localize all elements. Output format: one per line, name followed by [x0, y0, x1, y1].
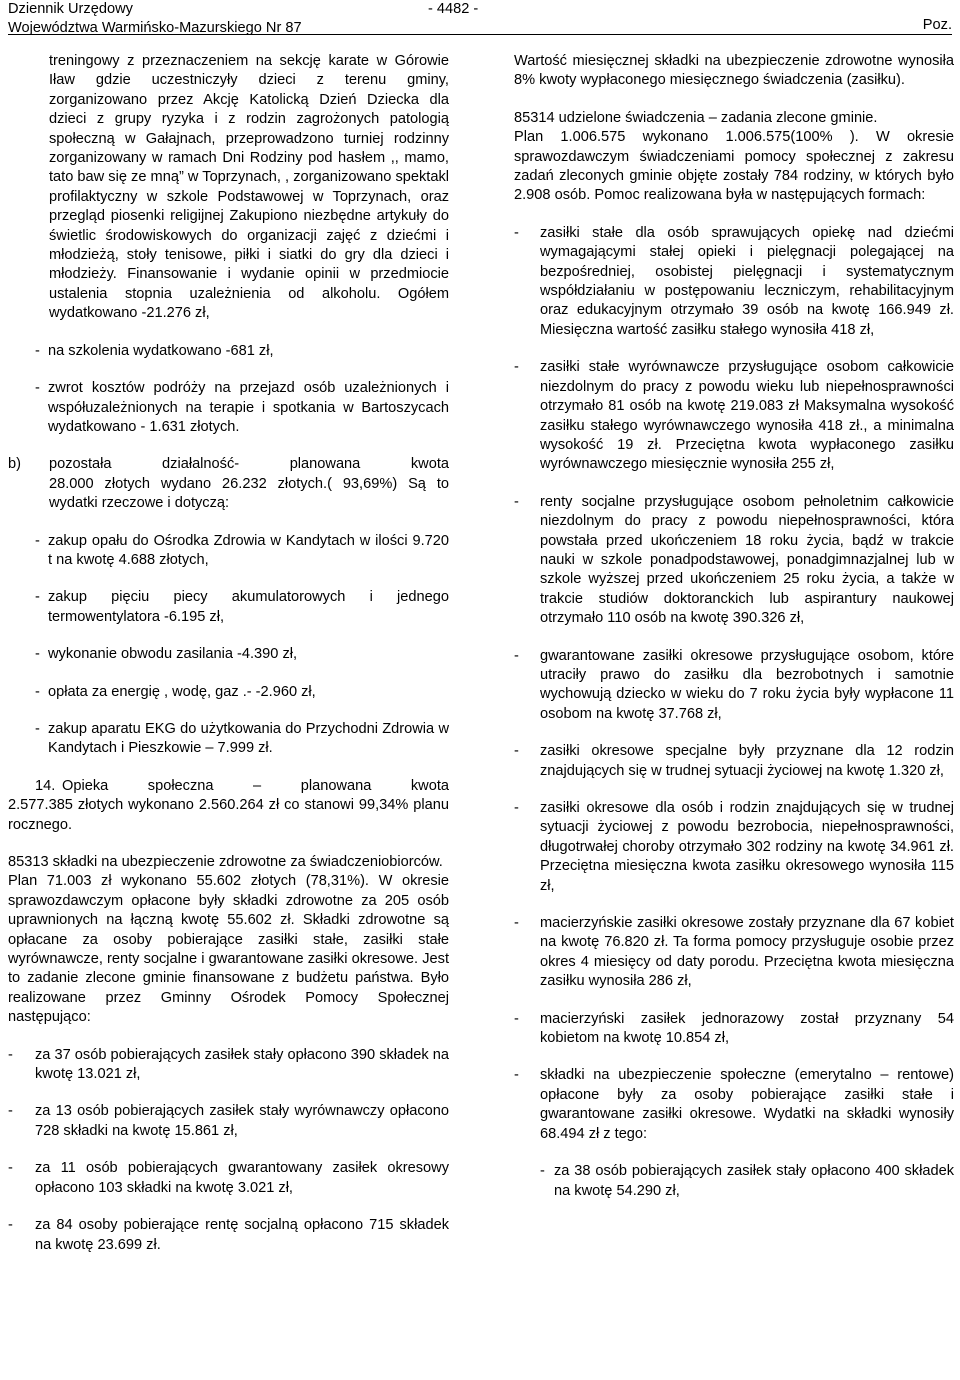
journal-name: Dziennik Urzędowy — [8, 1, 133, 17]
position-label: Poz. — [922, 17, 952, 33]
list-item: - zasiłki okresowe specjalne były przyznane dla 12 rodzin znajdujących się w trudnej sytuacji życiowej na kwotę 1.320 zł, — [514, 743, 954, 779]
list-item: - zakup pięciu piecy akumulatorowych i jednego termowentylatora -6.195 zł, — [35, 589, 449, 625]
paragraph: Plan 71.003 zł wykonano 55.602 złotych (78,31%). W okresie sprawozdawczym opłacone były składki zdrowotne za 205 osób uprawnionych na łączną kwotę 55.602 zł. Składki zdrowotne są opłacane za osoby pobierające zasiłki stałe, zasiłki stałe wyrównawcze, renty socjalne i gwarantowane zasiłki okresowe. Jest to zadanie zlecone gminie finansowane z budżetu państwa. Było realizowane przez Gminny Ośrodek Pomocy Społecznej następująco: — [8, 873, 449, 1026]
right-column — [514, 52, 954, 1219]
paragraph: 85313 składki na ubezpieczenie zdrowotne za świadczeniobiorców. — [8, 854, 443, 870]
list-item: - na szkolenia wydatkowano -681 zł, — [35, 342, 274, 359]
sub-list-item: - za 38 osób pobierających zasiłek stały opłacono 400 składek na kwotę 54.290 zł, — [540, 1163, 954, 1199]
list-item: - zasiłki okresowe dla osób i rodzin znajdujących się w trudnej sytuacji życiowej z powodu bezrobocia, niepełnosprawności, długotrwałej choroby otrzymało 302 rodziny na kwotę 34.961 zł. Przeciętna miesięczna kwota zasiłku okresowego wynosiła 115 zł, — [514, 800, 954, 894]
subsection-heading: b) pozostała działalność- planowana kwota — [8, 456, 449, 473]
list-item: - wykonanie obwodu zasilania -4.390 zł, — [35, 646, 298, 663]
list-item: - za 84 osoby pobierające rentę socjalną opłacono 715 składek na kwotę 23.699 zł. — [8, 1217, 449, 1253]
page-number: - 4482 - — [428, 1, 479, 17]
journal-title — [8, 0, 302, 39]
list-item: - renty socjalne przysługujące osobom pełnoletnim całkowicie niezdolnym do pracy z powodu niepełnosprawności, która powstała przed ukończeniem 18 roku życia, bądź w trakcie nauki w szkole ponadpodstawowej, ponadgimnazjalnej lub w szkole wyższej przed ukończeniem 25 roku życia, a także w trakcie studiów doktoranckich lub aspirantury naukowej otrzymało 110 osób na kwotę 390.326 zł, — [514, 493, 954, 627]
paragraph: Plan 1.006.575 wykonano 1.006.575(100% ). W okresie sprawozdawczym świadczeniami pomocy społecznej z zakresu zadań zleconych gminie objęte zostały 784 rodziny, w których było 2.908 osób. Pomoc realizowana była w następujących formach: — [514, 129, 954, 204]
left-column — [8, 52, 449, 1273]
list-item: - zakup opału do Ośrodka Zdrowia w Kandytach w ilości 9.720 t na kwotę 4.688 złotych, — [35, 532, 449, 568]
page-header — [8, 0, 952, 35]
paragraph: 28.000 złotych wydano 26.232 złotych.( 93,69%) Są to wydatki rzeczowe i dotyczą: — [49, 475, 449, 512]
section-heading: 14. Opieka społeczna – planowana kwota — [35, 777, 449, 794]
paragraph: Wartość miesięcznej składki na ubezpieczenie zdrowotne wynosiła 8% kwoty wypłaconego miesięcznego świadczenia (zasiłku). — [514, 53, 954, 89]
list-item: - gwarantowane zasiłki okresowe przysługujące osobom, które utraciły prawo do zasiłku dla bezrobotnych i samotnie wychowują dziecko w wieku do 7 roku życia były wypłacone 11 osobom na kwotę 37.768 zł, — [514, 647, 954, 722]
list-item: - macierzyńskie zasiłki okresowe zostały przyznane dla 67 kobiet na kwotę 76.820 zł. Ta forma pomocy przysługuje osobie przez okres 4 miesięcy od daty porodu. Przeciętna kwota miesięczna zasiłku wynosiła 286 zł, — [514, 915, 954, 990]
list-item: - za 37 osób pobierających zasiłek stały opłacono 390 składek na kwotę 13.021 zł, — [8, 1046, 449, 1083]
list-item: - za 11 osób pobierających gwarantowany zasiłek okresowy opłacono 103 składki na kwotę 3.021 zł, — [8, 1160, 449, 1196]
list-item: - za 13 osób pobierających zasiłek stały wyrównawczy opłacono 728 składki na kwotę 15.861 zł, — [8, 1103, 449, 1139]
list-item: - zasiłki stałe dla osób sprawujących opiekę nad dziećmi wymagającymi stałej opieki i pielęgnacji polegającej na bezpośredniej, osobistej pielęgnacji i systematycznym współdziałaniu w postępowaniu leczniczym, rehabilitacyjnym oraz edukacyjnym otrzymało 39 osób na kwotę 166.949 zł. Miesięczna wartość zasiłku stałego wynosiła 418 zł, — [514, 224, 954, 338]
list-item: - macierzyński zasiłek jednorazowy został przyznany 54 kobietom na kwotę 10.854 zł, — [514, 1010, 954, 1047]
paragraph: 2.577.385 złotych wykonano 2.560.264 zł co stanowi 99,34% planu rocznego. — [8, 797, 449, 833]
paragraph: treningowy z przeznaczeniem na sekcję karate w Górowie Iław gdzie uczestniczyły dzieci z terenu gminy, zorganizowano przez Akcję Katolicką Dzień Dziecka dla dzieci z grupy ryzyka i z rodzin zagrożonych patologią społeczną w Gałajnach, przeprowadzono turniej rodzinny zorganizowany w ramach Dni Rodziny pod hasłem ,, mamo, tato baw się ze mną” w Toprzynach, , zorganizowano spektakl profilaktyczny w szkole Podstawowej w Toprzynach, oraz przegląd piosenki religijnej Zakupiono niezbędne artykuły do świetlic środowiskowych do organizacji zajęć z dziećmi i młodzieżą, stoły tenisowe, piłki i siatki do gry dla dzieci i młodzieży. Finansowanie i wydanie opinii w przedmiocie ustalenia stopnia uzależnienia od alkoholu. Ogółem wydatkowano -21.276 zł, — [49, 53, 449, 322]
list-item: - zasiłki stałe wyrównawcze przysługujące osobom całkowicie niezdolnym do pracy z powodu wieku lub niepełnosprawności otrzymało 81 osób na kwotę 219.083 zł Maksymalna wysokość zasiłku stałego wyrównawczego wynosiła 418 zł., a minimalna wysokość 19 zł. Przeciętna kwota wypłaconego zasiłku wyrównawczego miesięcznie wynosiła 255 zł, — [514, 359, 954, 473]
list-item: - opłata za energię , wodę, gaz .- -2.960 zł, — [35, 683, 316, 700]
list-item: - zakup aparatu EKG do użytkowania do Przychodni Zdrowia w Kandytach i Pieszkowie – 7.999 zł. — [35, 720, 449, 757]
journal-issue: Województwa Warmińsko-Mazurskiego Nr 87 — [8, 20, 302, 37]
list-item: - zwrot kosztów podróży na przejazd osób uzależnionych i współuzależnionych na terapie i spotkania w Bartoszycach wydatkowano - 1.631 złotych. — [35, 380, 449, 435]
paragraph: 85314 udzielone świadczenia – zadania zlecone gminie. — [514, 109, 878, 126]
list-item: - składki na ubezpieczenie społeczne (emerytalno – rentowe) opłacone były za osoby pobierające zasiłki stałe i gwarantowane zasiłki okresowe. Wydatki na składki wynosiły 68.494 zł z tego: — [514, 1067, 954, 1142]
